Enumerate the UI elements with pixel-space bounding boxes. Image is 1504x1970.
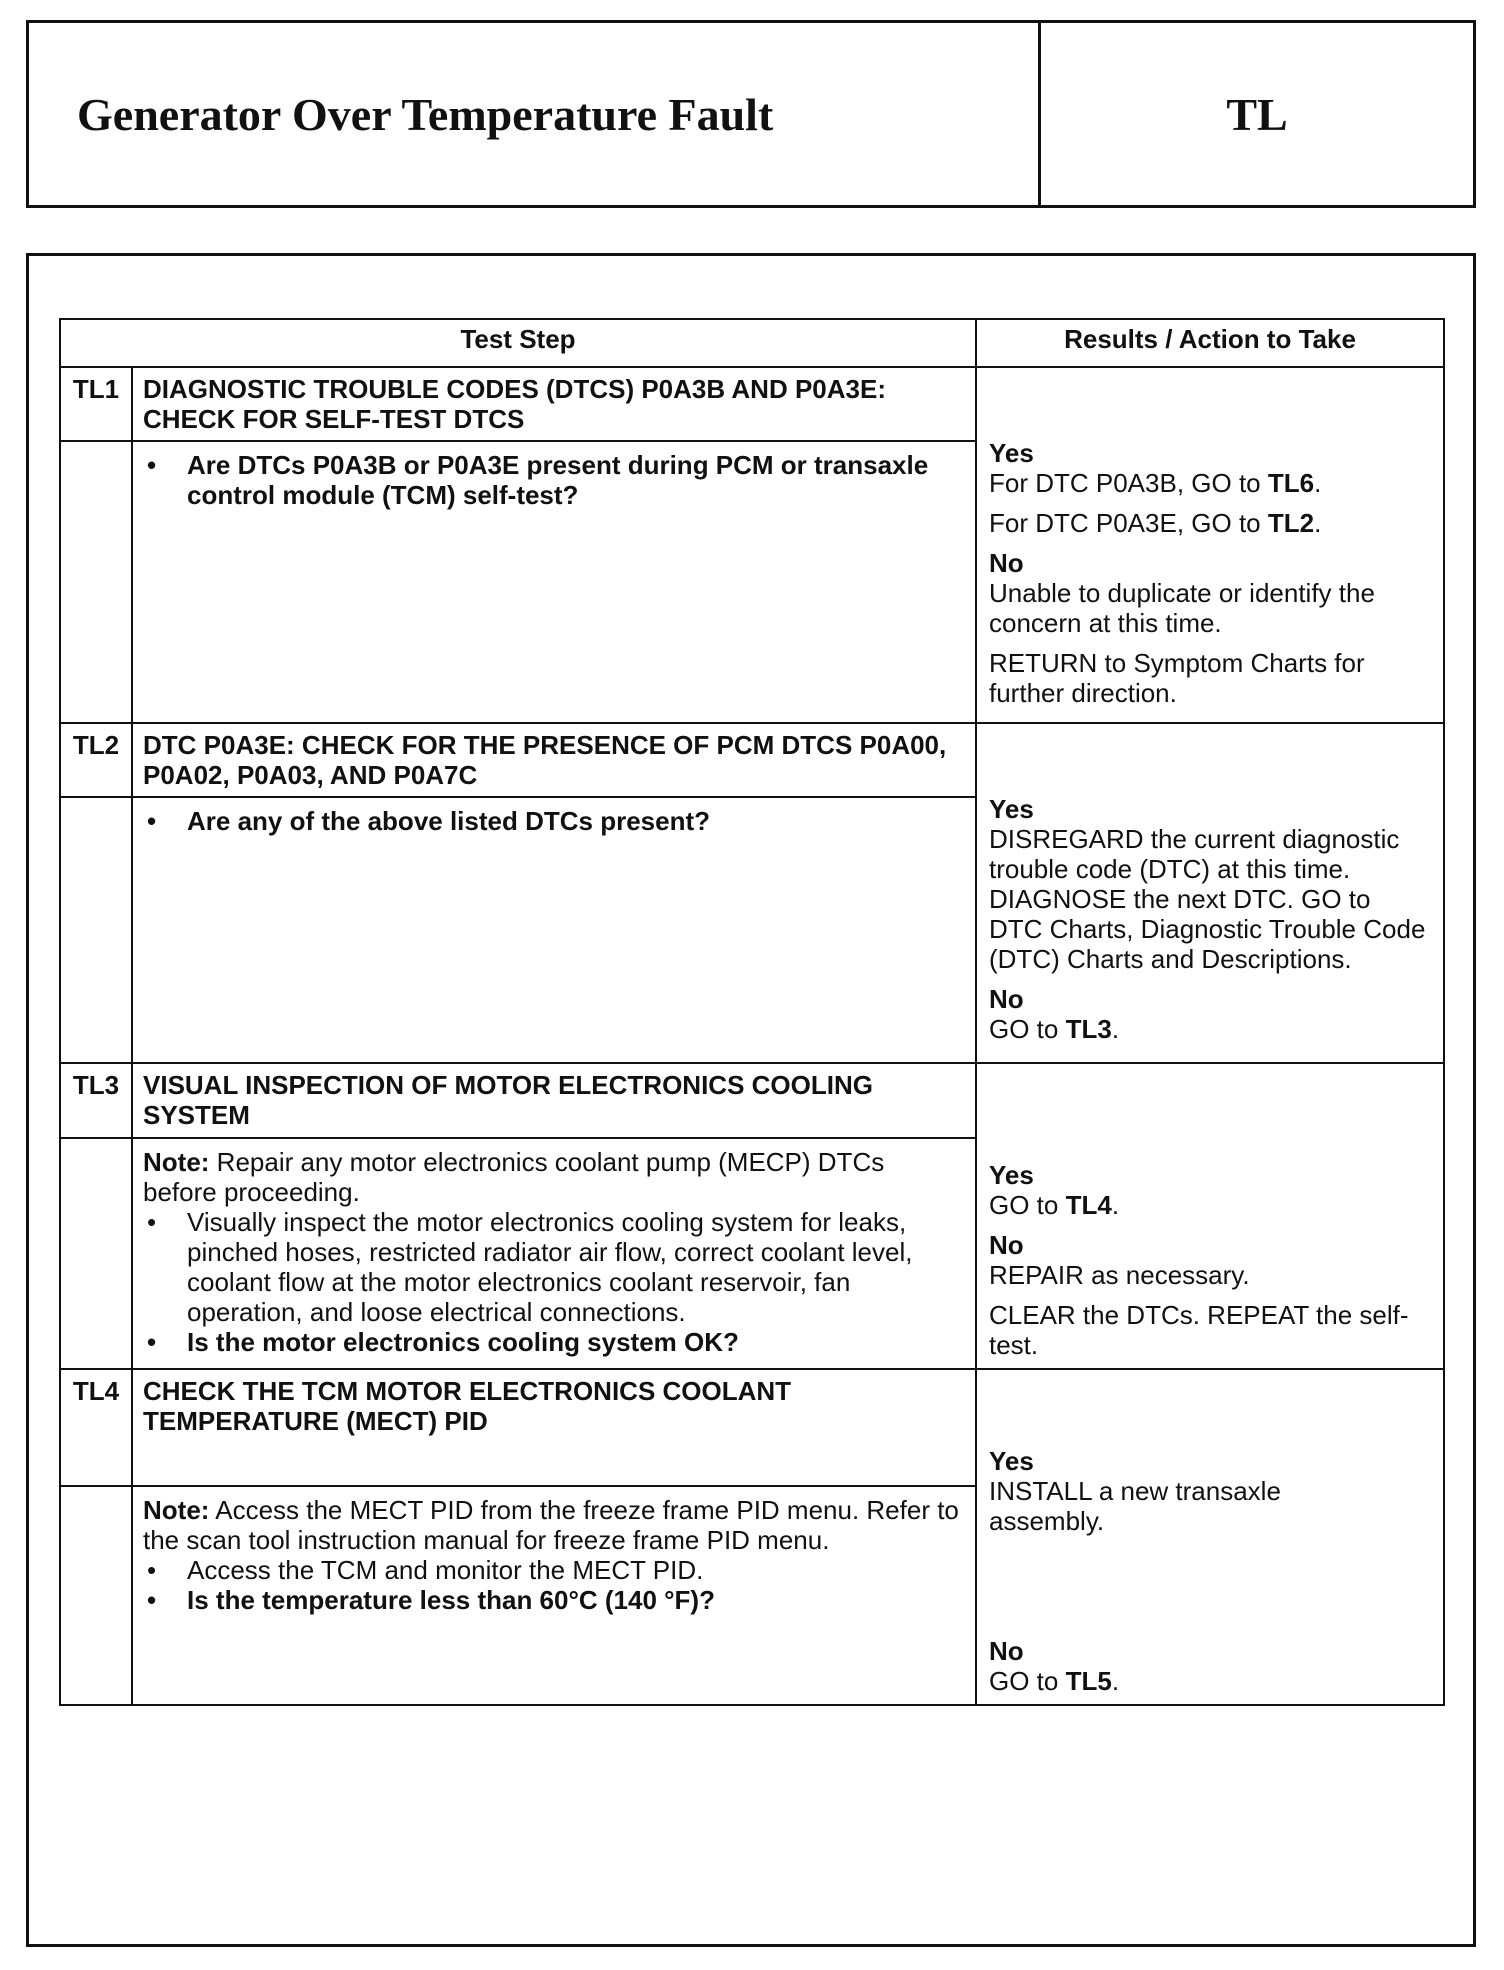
step-id-spacer — [60, 1486, 132, 1705]
note-text: Note: Repair any motor electronics coolant pump (MECP) DTCs before proceeding. — [143, 1146, 885, 1207]
step-heading-tl1: DIAGNOSTIC TROUBLE CODES (DTCS) P0A3B AND P0A3E: CHECK FOR SELF-TEST DTCS — [132, 367, 976, 441]
step-link-tl3: TL3 — [1065, 1014, 1112, 1044]
result-text: INSTALL a new transaxle assembly. — [989, 1476, 1281, 1536]
step-link-tl4: TL4 — [1065, 1190, 1112, 1220]
no-label: No — [989, 984, 1024, 1014]
yes-label: Yes — [989, 1446, 1034, 1476]
no-label: No — [989, 1636, 1024, 1666]
result-line: For DTC P0A3B, GO to TL6. — [989, 468, 1322, 498]
no-label: No — [989, 548, 1024, 578]
step-body-tl2 — [132, 797, 976, 1063]
step-link-tl2: TL2 — [1267, 508, 1315, 538]
bullet-item: • Access the TCM and monitor the MECT PID. — [147, 1555, 704, 1586]
section-code: TL — [1038, 23, 1473, 205]
column-header-test-step: Test Step — [60, 319, 976, 367]
column-header-results: Results / Action to Take — [976, 319, 1444, 367]
step-id-tl1: TL1 — [60, 367, 132, 441]
step-row-tl2-heading — [60, 723, 1444, 797]
step-body-tl4 — [132, 1486, 976, 1705]
table-header-row — [60, 319, 1444, 367]
result-text: CLEAR the DTCs. REPEAT the self-test. — [989, 1300, 1409, 1360]
bullet-item: • Is the temperature less than 60°C (140 °F)? — [147, 1585, 715, 1616]
step-link-tl6: TL6 — [1267, 468, 1315, 498]
step-body-tl3 — [132, 1138, 976, 1369]
result-line: GO to TL3. — [989, 1014, 1120, 1044]
step-heading-tl2: DTC P0A3E: CHECK FOR THE PRESENCE OF PCM DTCS P0A00, P0A02, P0A03, AND P0A7C — [132, 723, 976, 797]
step-id-tl4: TL4 — [60, 1369, 132, 1486]
title-box — [26, 20, 1476, 208]
step-id-tl3: TL3 — [60, 1063, 132, 1138]
no-label: No — [989, 1230, 1024, 1260]
bullet-item: • Are any of the above listed DTCs present? — [147, 806, 711, 836]
result-text: Unable to duplicate or identify the concern at this time. — [989, 578, 1375, 638]
bullet-item: • Visually inspect the motor electronics cooling system for leaks, pinched hoses, restricted radiator air flow, correct coolant level, coolant flow at the motor electronics coolant reservoir, fan operation, and loose electrical connections. — [147, 1206, 913, 1327]
result-line: GO to TL4. — [989, 1190, 1120, 1220]
result-line: GO to TL5. — [989, 1666, 1120, 1696]
yes-label: Yes — [989, 438, 1034, 468]
step-heading-tl3: VISUAL INSPECTION OF MOTOR ELECTRONICS COOLING SYSTEM — [132, 1063, 976, 1138]
result-text: DISREGARD the current diagnostic trouble code (DTC) at this time. DIAGNOSE the next DTC. GO to DTC Charts, Diagnostic Trouble Code (DTC) Charts and Descriptions. — [989, 824, 1426, 974]
yes-label: Yes — [989, 1160, 1034, 1190]
content-box — [26, 253, 1476, 1947]
result-text: REPAIR as necessary. — [989, 1260, 1250, 1290]
result-line: For DTC P0A3E, GO to TL2. — [989, 508, 1322, 538]
step-heading-tl4: CHECK THE TCM MOTOR ELECTRONICS COOLANT TEMPERATURE (MECT) PID — [132, 1369, 976, 1486]
step-row-tl4-heading — [60, 1369, 1444, 1486]
result-cell-tl1 — [976, 367, 1444, 723]
bullet-item: • Is the motor electronics cooling system OK? — [147, 1326, 739, 1357]
result-text: RETURN to Symptom Charts for further direction. — [989, 648, 1365, 708]
step-row-tl1-heading — [60, 367, 1444, 441]
step-id-spacer — [60, 797, 132, 1063]
yes-label: Yes — [989, 794, 1034, 824]
page-title: Generator Over Temperature Fault — [77, 88, 774, 140]
step-body-tl1 — [132, 441, 976, 723]
diagnostic-table — [59, 318, 1445, 1706]
step-id-spacer — [60, 441, 132, 723]
result-cell-tl2 — [976, 723, 1444, 1063]
step-row-tl3-heading — [60, 1063, 1444, 1138]
bullet-item: • Are DTCs P0A3B or P0A3E present during PCM or transaxle control module (TCM) self-test? — [147, 450, 929, 510]
result-cell-tl4 — [976, 1369, 1444, 1705]
note-text: Note: Access the MECT PID from the freeze frame PID menu. Refer to the scan tool instruction manual for freeze frame PID menu. — [143, 1495, 959, 1556]
step-id-spacer — [60, 1138, 132, 1369]
result-cell-tl3 — [976, 1063, 1444, 1369]
step-link-tl5: TL5 — [1065, 1666, 1112, 1696]
step-id-tl2: TL2 — [60, 723, 132, 797]
